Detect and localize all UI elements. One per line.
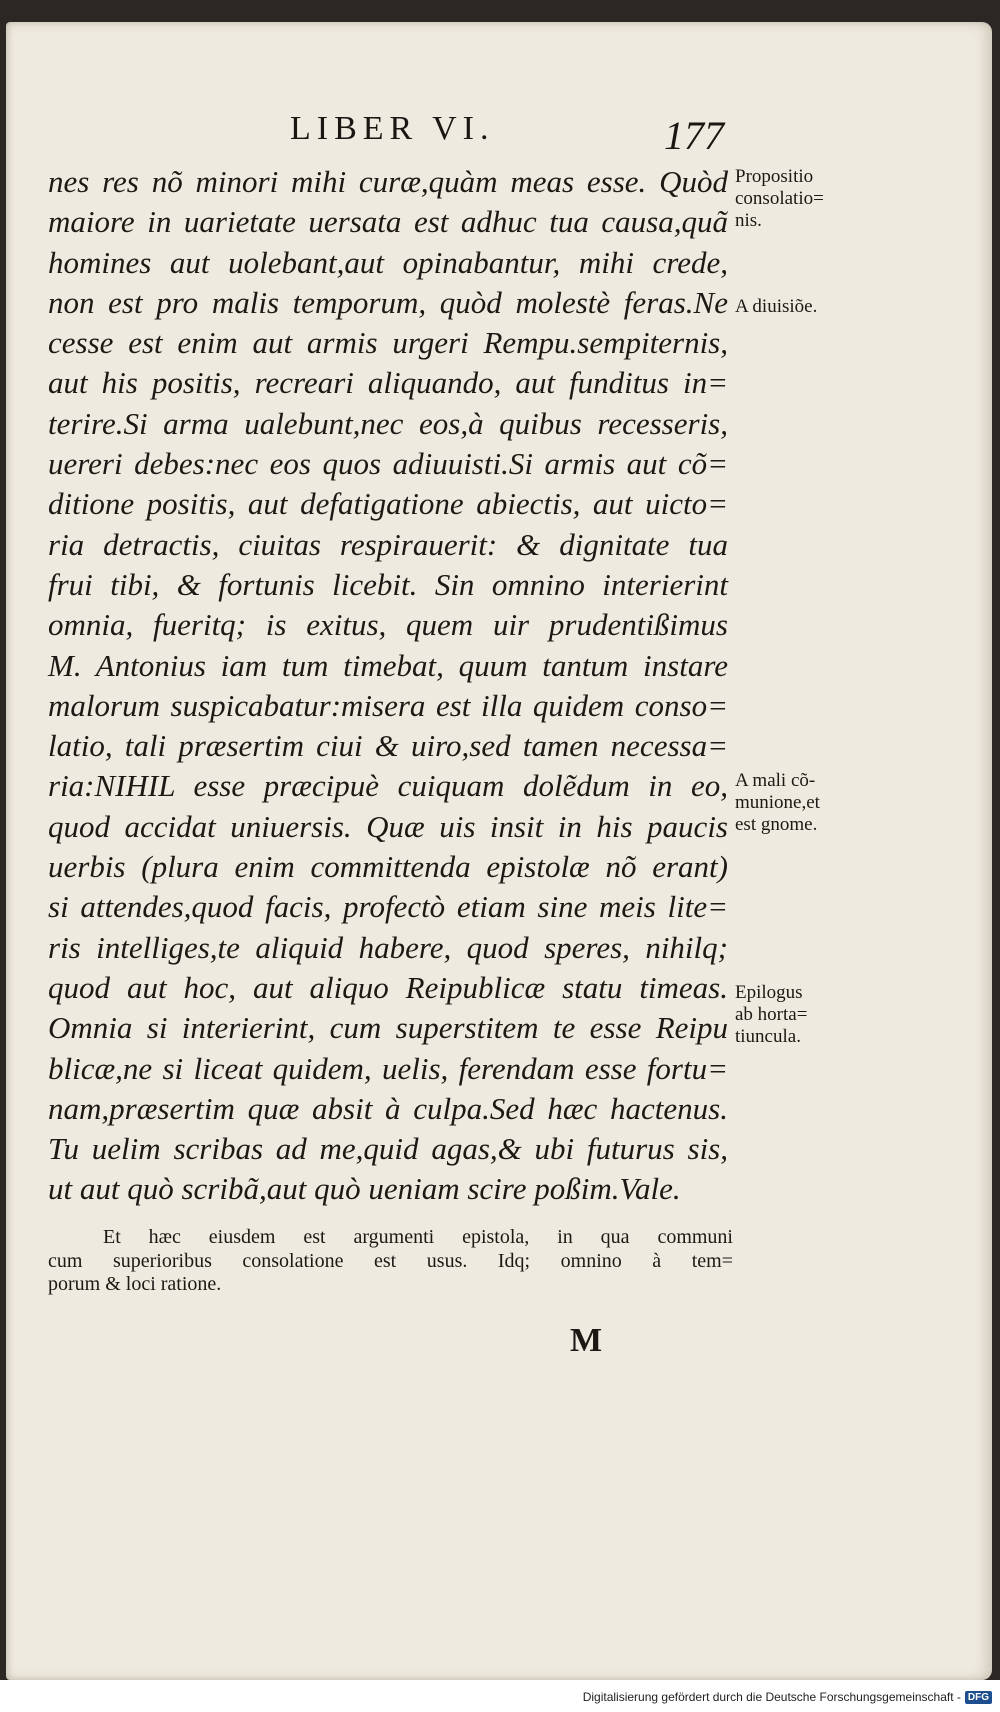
text-line: omnia, fueritq; is exitus, quem uir prudentißimus	[48, 607, 728, 643]
text-line: homines aut uolebant,aut opinabantur, mihi crede,	[48, 244, 728, 280]
margin-note-line: est gnome.	[735, 814, 818, 835]
text-line: nam,præsertim quæ absit à culpa.Sed hæc hactenus.	[48, 1090, 728, 1126]
text-line: cesse est enim aut armis urgeri Rempu.sempiternis,	[48, 325, 728, 361]
margin-note-line: ab horta=	[735, 1004, 808, 1025]
text-line: malorum suspicabatur:misera est illa quidem conso=	[48, 687, 728, 723]
dfg-logo-icon: DFG	[965, 1691, 992, 1704]
margin-note-communione	[735, 770, 820, 836]
text-line: maiore in uarietate uersata est adhuc tua causa,quã	[48, 204, 728, 240]
text-line: uerbis (plura enim committenda epistolæ nõ erant)	[48, 849, 728, 885]
text-line: terire.Si arma ualebunt,nec eos,à quibus recesseris,	[48, 405, 728, 441]
margin-note-propositio	[735, 166, 824, 232]
main-text-block	[48, 162, 728, 1210]
text-line: nes res nõ minori mihi curæ,quàm meas esse. Quòd	[48, 164, 728, 199]
margin-note-line: A mali cõ-	[735, 770, 816, 791]
text-line: non est pro malis temporum, quòd molestè feras.Ne	[48, 284, 728, 320]
margin-note-line: nis.	[735, 210, 762, 231]
page-number: 177	[664, 113, 724, 158]
argument-note	[48, 1226, 733, 1297]
text-line: Omnia si interierint, cum superstitem te esse Reipu	[48, 1010, 728, 1046]
margin-note-line: Propositio	[735, 166, 814, 187]
text-line: aut his positis, recreari aliquando, aut funditus in=	[48, 365, 728, 401]
margin-note-line: munione,et	[735, 792, 820, 813]
text-line: quod accidat uniuersis. Quæ uis insit in his paucis	[48, 808, 728, 844]
note-line: porum & loci ratione.	[48, 1273, 222, 1295]
note-line: Et hæc eiusdem est argumenti epistola, in qua communi	[103, 1226, 733, 1248]
margin-note-epilogus	[735, 982, 807, 1048]
text-line: latio, tali præsertim ciui & uiro,sed tamen necessa=	[48, 728, 728, 764]
text-line: Tu uelim scribas ad me,quid agas,& ubi futurus sis,	[48, 1131, 728, 1167]
text-line: si attendes,quod facis, profectò etiam sine meis lite=	[48, 889, 728, 925]
margin-note-line: tiuncula.	[735, 1026, 801, 1047]
running-head: LIBER VI.	[290, 110, 495, 147]
margin-note-line: Epilogus	[735, 982, 803, 1003]
signature-mark: M	[570, 1322, 603, 1359]
margin-note-diuisione	[735, 296, 817, 318]
text-line: ditione positis, aut defatigatione abiectis, aut uicto=	[48, 486, 728, 522]
text-line: M. Antonius iam tum timebat, quum tantum instare	[48, 647, 728, 683]
margin-note-line: consolatio=	[735, 188, 824, 209]
text-line: ria:NIHIL esse præcipuè cuiquam dolẽdum in eo,	[48, 768, 728, 804]
note-line: cum superioribus consolatione est usus. Idq; omnino à tem=	[48, 1249, 733, 1272]
text-line: ria detractis, ciuitas respirauerit: & dignitate tua	[48, 526, 728, 562]
text-line: ut aut quò scribã,aut quò ueniam scire poßim.Vale.	[48, 1171, 681, 1207]
text-line: quod aut hoc, aut aliquo Reipublicæ statu timeas.	[48, 969, 728, 1005]
funding-credit-text: Digitalisierung gefördert durch die Deutsche Forschungsgemeinschaft -	[582, 1690, 961, 1704]
text-line: blicæ,ne si liceat quidem, uelis, ferendam esse fortu=	[48, 1050, 728, 1086]
margin-note-line: A diuisiõe.	[735, 296, 818, 317]
funding-credit	[583, 1690, 992, 1704]
text-line: frui tibi, & fortunis licebit. Sin omnino interierint	[48, 566, 728, 602]
text-line: ris intelliges,te aliquid habere, quod speres, nihilq;	[48, 929, 728, 965]
text-line: uereri debes:nec eos quos adiuuisti.Si armis aut cõ=	[48, 446, 728, 482]
